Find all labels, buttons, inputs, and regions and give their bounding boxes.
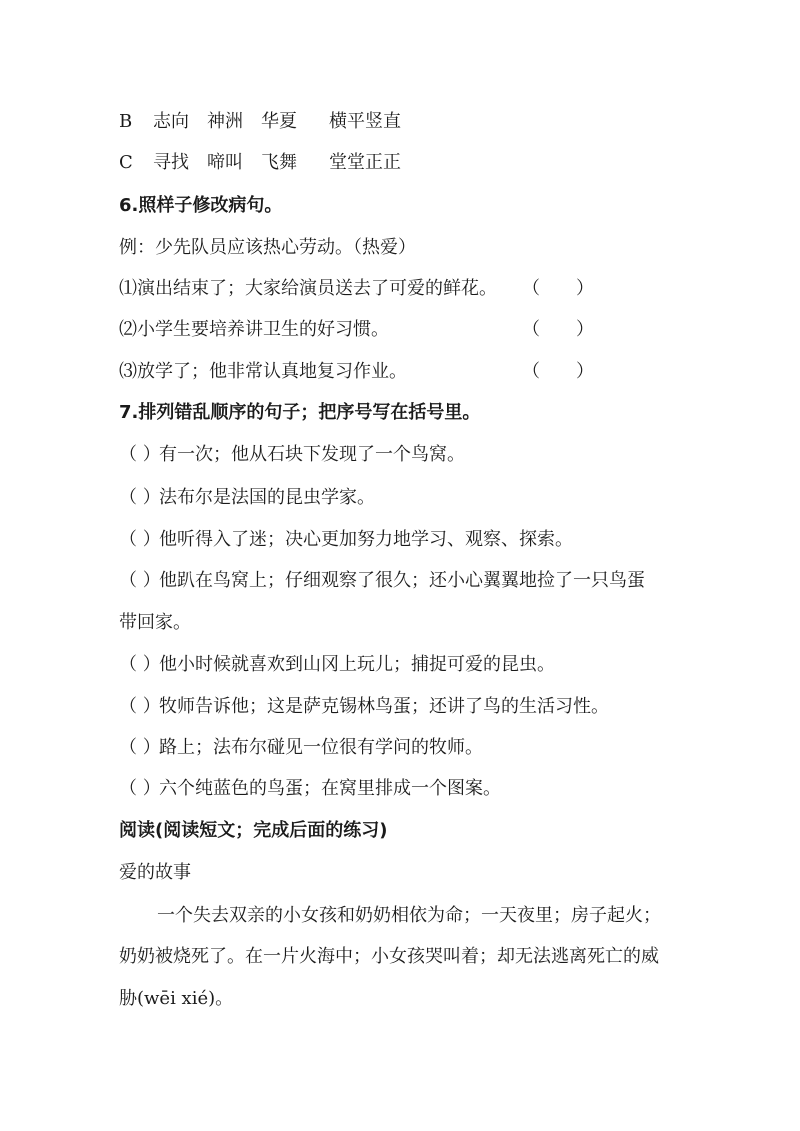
- option-idiom: 堂堂正正: [329, 152, 401, 173]
- order-bracket[interactable]: （ ）: [119, 778, 161, 799]
- option-word: 神洲: [207, 111, 243, 132]
- option-idiom: 横平竖直: [329, 111, 401, 132]
- list-item-continuation: 带回家。: [119, 612, 191, 633]
- answer-paren[interactable]: （ ）: [522, 278, 594, 299]
- option-letter: C: [119, 152, 133, 173]
- story-title: 爱的故事: [119, 862, 191, 883]
- q6-item-2: ⑵小学生要培养讲卫生的好习惯。: [119, 319, 389, 340]
- reading-title: 阅读(阅读短文；完成后面的练习): [119, 820, 388, 841]
- order-bracket[interactable]: （ ）: [119, 570, 161, 591]
- option-c: [119, 151, 401, 175]
- list-item: （ ）法布尔是法国的昆虫学家。: [119, 487, 375, 508]
- list-item: （ ）他听得入了迷；决心更加努力地学习、观察、探索。: [119, 529, 573, 550]
- list-item: （ ）路上；法布尔碰见一位很有学问的牧师。: [119, 737, 483, 758]
- q6-item-1: ⑴演出结束了；大家给演员送去了可爱的鲜花。: [119, 278, 497, 299]
- list-item: （ ）有一次；他从石块下发现了一个鸟窝。: [119, 444, 465, 465]
- list-item: （ ）他小时候就喜欢到山冈上玩儿；捕捉可爱的昆虫。: [119, 654, 555, 675]
- q6-example: 例：少先队员应该热心劳动。（热爱）: [119, 237, 416, 258]
- order-bracket[interactable]: （ ）: [119, 444, 161, 465]
- option-letter: B: [119, 111, 133, 132]
- q6-title: 6.照样子修改病句。: [119, 195, 283, 216]
- answer-paren[interactable]: （ ）: [522, 319, 594, 340]
- list-item: （ ）他趴在鸟窝上；仔细观察了很久；还小心翼翼地捡了一只鸟蛋: [119, 570, 645, 591]
- option-word: 华夏: [261, 111, 297, 132]
- story-line: 一个失去双亲的小女孩和奶奶相依为命；一天夜里；房子起火；: [157, 905, 661, 926]
- list-item: （ ）牧师告诉他；这是萨克锡林鸟蛋；还讲了鸟的生活习性。: [119, 696, 609, 717]
- q7-title: 7.排列错乱顺序的句子；把序号写在括号里。: [119, 402, 481, 423]
- order-bracket[interactable]: （ ）: [119, 696, 161, 717]
- q6-item-3: ⑶放学了；他非常认真地复习作业。: [119, 361, 407, 382]
- option-word: 啼叫: [207, 152, 243, 173]
- option-word: 飞舞: [261, 152, 297, 173]
- option-word: 志向: [153, 111, 189, 132]
- order-bracket[interactable]: （ ）: [119, 654, 161, 675]
- order-bracket[interactable]: （ ）: [119, 487, 161, 508]
- answer-paren[interactable]: （ ）: [522, 361, 594, 382]
- option-b: [119, 110, 401, 134]
- story-line: 奶奶被烧死了。在一片火海中；小女孩哭叫着；却无法逃离死亡的威: [119, 946, 659, 967]
- story-line: 胁(wēi xié)。: [119, 988, 234, 1009]
- order-bracket[interactable]: （ ）: [119, 737, 161, 758]
- order-bracket[interactable]: （ ）: [119, 529, 161, 550]
- list-item: （ ）六个纯蓝色的鸟蛋；在窝里排成一个图案。: [119, 778, 501, 799]
- option-word: 寻找: [153, 152, 189, 173]
